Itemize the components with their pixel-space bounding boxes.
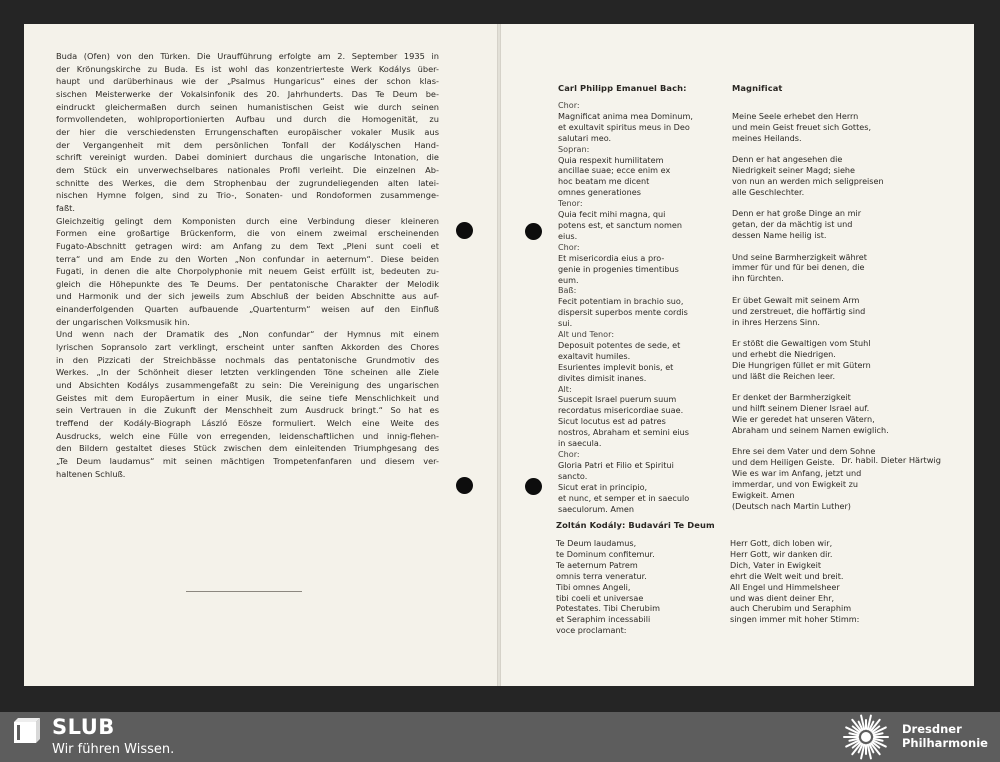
punch-hole	[525, 478, 542, 495]
stanza-gap	[732, 382, 907, 393]
latin-verse-line: Sicut erat in principio,	[558, 481, 648, 492]
stanza-gap	[732, 328, 907, 339]
stanza-gap	[732, 436, 907, 447]
philharmonie-brand-line1: Dresdner	[902, 722, 962, 736]
latin-verse-line: potens est, et sanctum nomen	[558, 219, 682, 230]
latin-verse-line: omnes generationes	[558, 187, 641, 198]
german-verse-line: Ehre sei dem Vater und dem Sohne	[732, 446, 876, 457]
essay-line: der Krönungskirche zu Buda. Es ist wohl das konzentrierteste Werk Kodálys über-	[56, 63, 439, 74]
essay-line: Gleichzeitig gelingt dem Komponisten durch eine Verbindung dieser kleineren	[56, 215, 439, 226]
german-verse-line: und zerstreuet, die hoffärtig sind	[732, 305, 866, 316]
essay-line: den Bildern gestaltet dieses Stück zwischen dem einleitenden Triumphgesang des	[56, 443, 439, 454]
essay-line: gleich die Höhepunkte des Te Deums. Der pentatonische Charakter der Melodik	[56, 278, 439, 289]
essay-line: sein Vertrauen in die Zukunft der Menschheit zum Ausdruck bringt.“ So hat es	[56, 405, 439, 416]
essay-text	[56, 50, 439, 480]
latin-verse-line: Fecit potentiam in brachio suo,	[558, 296, 684, 307]
german-verse-line: und was dient deiner Ehr,	[730, 592, 835, 603]
german-verse-line: alle Geschlechter.	[732, 186, 805, 197]
essay-line: Formen eine großartige Brückenform, die von einem zweimal erscheinenden	[56, 228, 439, 239]
latin-verse-line: Quia respexit humilitatem	[558, 154, 664, 165]
page-fold	[497, 24, 501, 686]
latin-verse-line: recordatus misericordiae suae.	[558, 405, 684, 416]
latin-verse-line: omnis terra veneratur.	[556, 570, 647, 581]
german-verse-line: und dem Heiligen Geiste.	[732, 457, 835, 468]
philharmonie-brand-line2: Philharmonie	[902, 736, 988, 750]
latin-verse-line: Potestates. Tibi Cherubim	[556, 603, 660, 614]
essay-line: dem Stück ein unverwechselbares nationales Profil verleiht. Die einzelnen Ab-	[56, 164, 439, 175]
german-verse-line: ehrt die Welt weit und breit.	[730, 570, 844, 581]
essay-line: Buda (Ofen) von den Türken. Die Uraufführung erfolgte am 2. September 1935 in	[56, 51, 439, 61]
german-verse-line: Er übet Gewalt mit seinem Arm	[732, 294, 860, 305]
german-verse-line: Er stößt die Gewaltigen vom Stuhl	[732, 338, 871, 348]
latin-verse-line: Te Deum laudamus,	[556, 538, 637, 548]
essay-line: Fugati, in denen die alte Chorpolyphonie mit neuem Geist erfüllt ist, bedeuten zu-	[56, 266, 439, 277]
te-deum-latin-text	[556, 538, 716, 636]
stanza-gap	[732, 241, 907, 252]
essay-line: schrift vereinigt wurden. Dabei dominiert durchaus die ungarische Intonation, die	[56, 152, 439, 163]
essay-line: formvollendeten, wohlproportionierten Aufbau und durch die Homogenität, zu	[56, 114, 439, 125]
te-deum-german-text	[730, 538, 910, 625]
voice-role-label: Tenor:	[558, 198, 583, 209]
german-verse-line: Denn er hat angesehen die	[732, 154, 843, 165]
slub-book-icon	[12, 716, 42, 746]
essay-line: und Absichten Kodálys zusammengefaßt zu sein: Die Vereinigung des ungarischen	[56, 380, 439, 391]
latin-verse-line: et nunc, et semper et in saeculo	[558, 492, 690, 503]
essay-line: „Te Deum laudamus“ mit seinen mächtigen Trompetenfanfaren und diesem ver-	[56, 456, 439, 466]
voice-role-label: Alt:	[558, 383, 572, 394]
german-verse-line: Die Hungrigen füllet er mit Gütern	[732, 359, 871, 370]
essay-line: nischen Hymne folgen, sind zu Trio-, Sonaten- und Rondoformen zusammenge-	[56, 190, 439, 201]
german-verse-line: dessen Name heilig ist.	[732, 230, 827, 241]
german-verse-line: Wie es war im Anfang, jetzt und	[732, 468, 862, 479]
stanza-gap	[732, 284, 907, 295]
philharmonie-brand	[902, 722, 988, 750]
latin-verse-line: nostros, Abraham et semini eius	[558, 427, 690, 438]
german-verse-line: Dich, Vater in Ewigkeit	[730, 559, 821, 570]
heading-kodaly-te-deum: Zoltán Kodály: Budavári Te Deum	[556, 520, 715, 530]
latin-verse-line: salutari meo.	[558, 132, 612, 143]
german-verse-line: Meine Seele erhebet den Herrn	[732, 111, 859, 121]
latin-verse-line: divites dimisit inanes.	[558, 372, 647, 383]
latin-verse-line: Deposuit potentes de sede, et	[558, 339, 681, 350]
essay-line: Ausdrucks, welch eine Fülle von erregenden, leidenschaftlichen und innig-flehen-	[56, 430, 439, 441]
latin-verse-line: Tibi omnes Angeli,	[556, 581, 631, 592]
divider-rule	[186, 591, 302, 592]
latin-verse-line: tibi coeli et universae	[556, 592, 644, 603]
german-verse-line: Niedrigkeit seiner Magd; siehe	[732, 165, 856, 176]
latin-verse-line: saeculorum. Amen	[558, 503, 634, 514]
essay-line: Geistes mit dem Europäertum in einer Musik, die seine tiefe Menschlichkeit und	[56, 392, 439, 403]
latin-verse-line: sancto.	[558, 470, 588, 481]
latin-verse-line: Suscepit Israel puerum suum	[558, 394, 677, 405]
voice-role-label: Alt und Tenor:	[558, 329, 615, 340]
essay-line: treffend der Kodály-Biograph László Eösze formuliert. Welch eine Weite des	[56, 418, 439, 429]
german-verse-line: und hilft seinem Diener Israel auf.	[732, 403, 870, 414]
german-verse-line: Herr Gott, wir danken dir.	[730, 548, 833, 559]
magnificat-german-text	[732, 111, 907, 512]
essay-line: haltenen Schluß.	[56, 468, 126, 479]
latin-verse-line: Et misericordia eius a pro-	[558, 252, 665, 263]
german-verse-line: Denn er hat große Dinge an mir	[732, 208, 862, 219]
latin-verse-line: voce proclamant:	[556, 625, 627, 636]
german-verse-line: Ewigkeit. Amen	[732, 489, 795, 500]
essay-line: der ungarischen Volksmusik hin.	[56, 316, 190, 327]
essay-line: in den Pizzicati der Streichbässe nochmals das pentatonische Grundmotiv des	[56, 354, 439, 365]
german-verse-line: und läßt die Reichen leer.	[732, 370, 836, 381]
latin-verse-line: Quia fecit mihi magna, qui	[558, 209, 666, 220]
essay-line: faßt.	[56, 202, 76, 213]
essay-line: Werkes. „In der Schönheit dieser letzten verklingenden Töne scheinen alle Ziele	[56, 367, 439, 378]
punch-hole	[525, 223, 542, 240]
stanza-gap	[732, 144, 907, 155]
voice-role-label: Chor:	[558, 100, 580, 110]
magnificat-latin-text	[558, 100, 718, 514]
german-verse-line: auch Cherubim und Seraphim	[730, 603, 852, 614]
punch-hole	[456, 222, 473, 239]
latin-verse-line: Te aeternum Patrem	[556, 559, 638, 570]
essay-line: schnitte des Werkes, die dem Strophenbau der zugrundeliegenden alten latei-	[56, 177, 439, 188]
latin-verse-line: et Seraphim incessabili	[556, 614, 651, 625]
latin-verse-line: Gloria Patri et Filio et Spiritui	[558, 459, 674, 470]
essay-line: terra“ und am Ende zu den Worten „Non confundar in aeternum“. Diese beiden	[56, 253, 439, 264]
slub-brand: SLUB	[52, 715, 115, 739]
latin-verse-line: in saecula.	[558, 438, 602, 449]
essay-line: und Harmonik und der sich jeweils zum Abschluß der beiden Abschnitte aus auf-	[56, 291, 439, 302]
latin-verse-line: eius.	[558, 230, 578, 241]
german-verse-line: getan, der da mächtig ist und	[732, 219, 853, 230]
german-verse-line: All Engel und Himmelsheer	[730, 581, 840, 592]
german-verse-line: ihn fürchten.	[732, 273, 784, 284]
latin-verse-line: eum.	[558, 274, 579, 285]
german-verse-line: meines Heilands.	[732, 132, 802, 143]
latin-verse-line: te Dominum confitemur.	[556, 548, 655, 559]
german-verse-line: von nun an werden mich seligpreisen	[732, 176, 884, 187]
composer-heading-bach: Carl Philipp Emanuel Bach:	[558, 83, 687, 93]
german-verse-line: Wie er geredet hat unseren Vätern,	[732, 413, 875, 424]
essay-line: Fugato-Abschnitt getragen wird: am Anfang zu dem Text „Pleni sunt coeli et	[56, 240, 439, 251]
essay-line: eindruckt gleichermaßen durch seinen humanistischen Geist wie durch seinen	[56, 101, 439, 112]
author-signature: Dr. habil. Dieter Härtwig	[841, 455, 941, 465]
latin-verse-line: Magnificat anima mea Dominum,	[558, 110, 693, 121]
german-verse-line: in ihres Herzens Sinn.	[732, 316, 821, 327]
essay-line: Und wenn nach der Dramatik des „Non confundar“ der Hymnus mit einem	[56, 329, 439, 340]
german-verse-line: Abraham und seinem Namen ewiglich.	[732, 424, 889, 435]
essay-line: der Vergangenheit mit dem persönlichen Tonfall der Kodályschen Hand-	[56, 139, 439, 150]
latin-verse-line: hoc beatam me dicent	[558, 176, 650, 187]
work-heading-magnificat: Magnificat	[732, 83, 783, 93]
slub-tagline: Wir führen Wissen.	[52, 742, 175, 757]
latin-verse-line: et exultavit spiritus meus in Deo	[558, 121, 690, 132]
german-verse-line: Und seine Barmherzigkeit währet	[732, 251, 867, 262]
german-verse-line: immer für und für bei denen, die	[732, 262, 865, 273]
philharmonie-starburst-icon	[840, 713, 892, 761]
german-verse-line: und mein Geist freuet sich Gottes,	[732, 121, 872, 132]
essay-line: der hier die verschiedensten Errungenschaften europäischer vokaler Musik aus	[56, 126, 439, 137]
latin-verse-line: Esurientes implevit bonis, et	[558, 361, 674, 372]
voice-role-label: Baß:	[558, 285, 577, 296]
german-verse-line: und erhebt die Niedrigen.	[732, 348, 836, 359]
footer-bar	[0, 712, 1000, 762]
voice-role-label: Chor:	[558, 241, 580, 252]
german-verse-line: immerdar, und von Ewigkeit zu	[732, 478, 859, 489]
essay-line: haupt und darüberhinaus wie der „Psalmus Hungaricus“ eines der schon klas-	[56, 76, 439, 87]
latin-verse-line: Sicut locutus est ad patres	[558, 416, 666, 427]
latin-verse-line: dispersit superbos mente cordis	[558, 307, 688, 318]
essay-line: lyrischen Sopransolo zart verklingt, erscheint unter sanften Akkorden des Chores	[56, 342, 439, 353]
latin-verse-line: sui.	[558, 318, 573, 329]
german-verse-line: singen immer mit hoher Stimm:	[730, 614, 860, 625]
punch-hole	[456, 477, 473, 494]
german-verse-line: Herr Gott, dich loben wir,	[730, 538, 833, 548]
german-verse-line: (Deutsch nach Martin Luther)	[732, 500, 851, 511]
essay-line: einanderfolgenden Quarten aufbauende „Quartenturm“ weisen auf den Einfluß	[56, 304, 439, 315]
essay-line: sischen Meisterwerke der Vokalsinfonik des 20. Jahrhunderts. Das Te Deum be-	[56, 88, 439, 99]
german-verse-line: Er denket der Barmherzigkeit	[732, 392, 851, 403]
stanza-gap	[732, 198, 907, 209]
voice-role-label: Chor:	[558, 449, 580, 459]
latin-verse-line: ancillae suae; ecce enim ex	[558, 165, 671, 176]
voice-role-label: Sopran:	[558, 143, 590, 154]
latin-verse-line: exaltavit humiles.	[558, 350, 631, 361]
latin-verse-line: genie in progenies timentibus	[558, 263, 679, 274]
